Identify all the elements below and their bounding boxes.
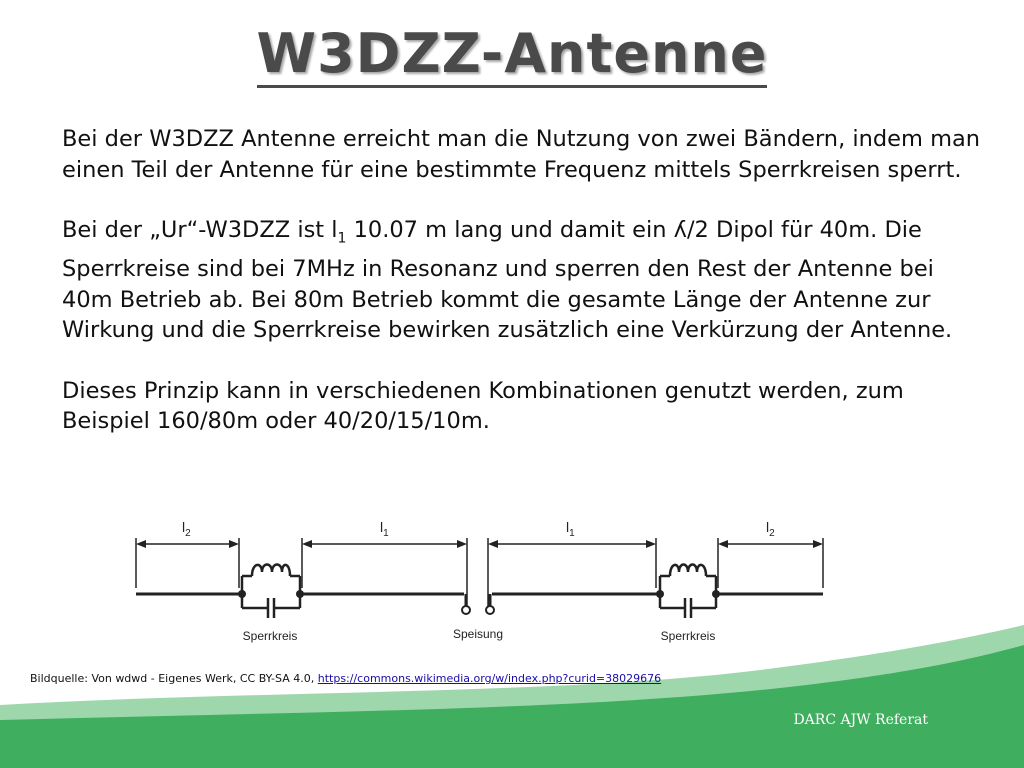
svg-text:l1: $l_1$ (566, 519, 575, 539)
antenna-diagram (120, 510, 840, 660)
paragraph-original-w3dzz: Bei der „Ur“-W3DZZ ist $l_1$ 10.07 m lang und damit ein ʎ/2 Dipol für 40m. Die Sperrkreise sind bei 7MHz in Resonanz und sperren den Rest der Antenne bei 40m Betrieb ab. Bei 80m Betrieb kommt die gesamte Länge der Antenne zur Wirkung und die Sperrkreise bewirken zusätzlich eine Verkürzung der Antenne. (62, 217, 953, 343)
feed-point-symbol (462, 606, 494, 614)
svg-text:l2: $l_2$ (766, 519, 775, 539)
trap-right-label: Sperrkreis (660, 629, 716, 643)
svg-text:l1: $l_1$ (380, 519, 389, 539)
image-credit (30, 672, 661, 685)
slide-title: W3DZZ-Antenne (0, 22, 1024, 85)
paragraph-combinations: Dieses Prinzip kann in verschiedenen Kombinationen genutzt werden, zum Beispiel 160/80m oder 40/20/15/10m. (62, 377, 904, 434)
svg-text:l2: $l_2$ (182, 519, 191, 539)
footer-label: DARC AJW Referat (793, 712, 928, 728)
body-text (62, 124, 982, 467)
trap-left-label: Sperrkreis (242, 629, 298, 643)
paragraph-intro: Bei der W3DZZ Antenne erreicht man die Nutzung von zwei Bändern, indem man einen Teil der Antenne für eine bestimmte Frequenz mittels Sperrkreisen sperrt. (62, 126, 981, 183)
trap-left-symbol (242, 565, 300, 619)
trap-right-symbol (660, 565, 716, 619)
feed-label: Speisung (452, 627, 504, 641)
credit-text: Bildquelle: Von wdwd - Eigenes Werk, CC BY-SA 4.0, (30, 672, 318, 685)
credit-link[interactable]: https://commons.wikimedia.org/w/index.php?curid=38029676 (317, 672, 662, 685)
